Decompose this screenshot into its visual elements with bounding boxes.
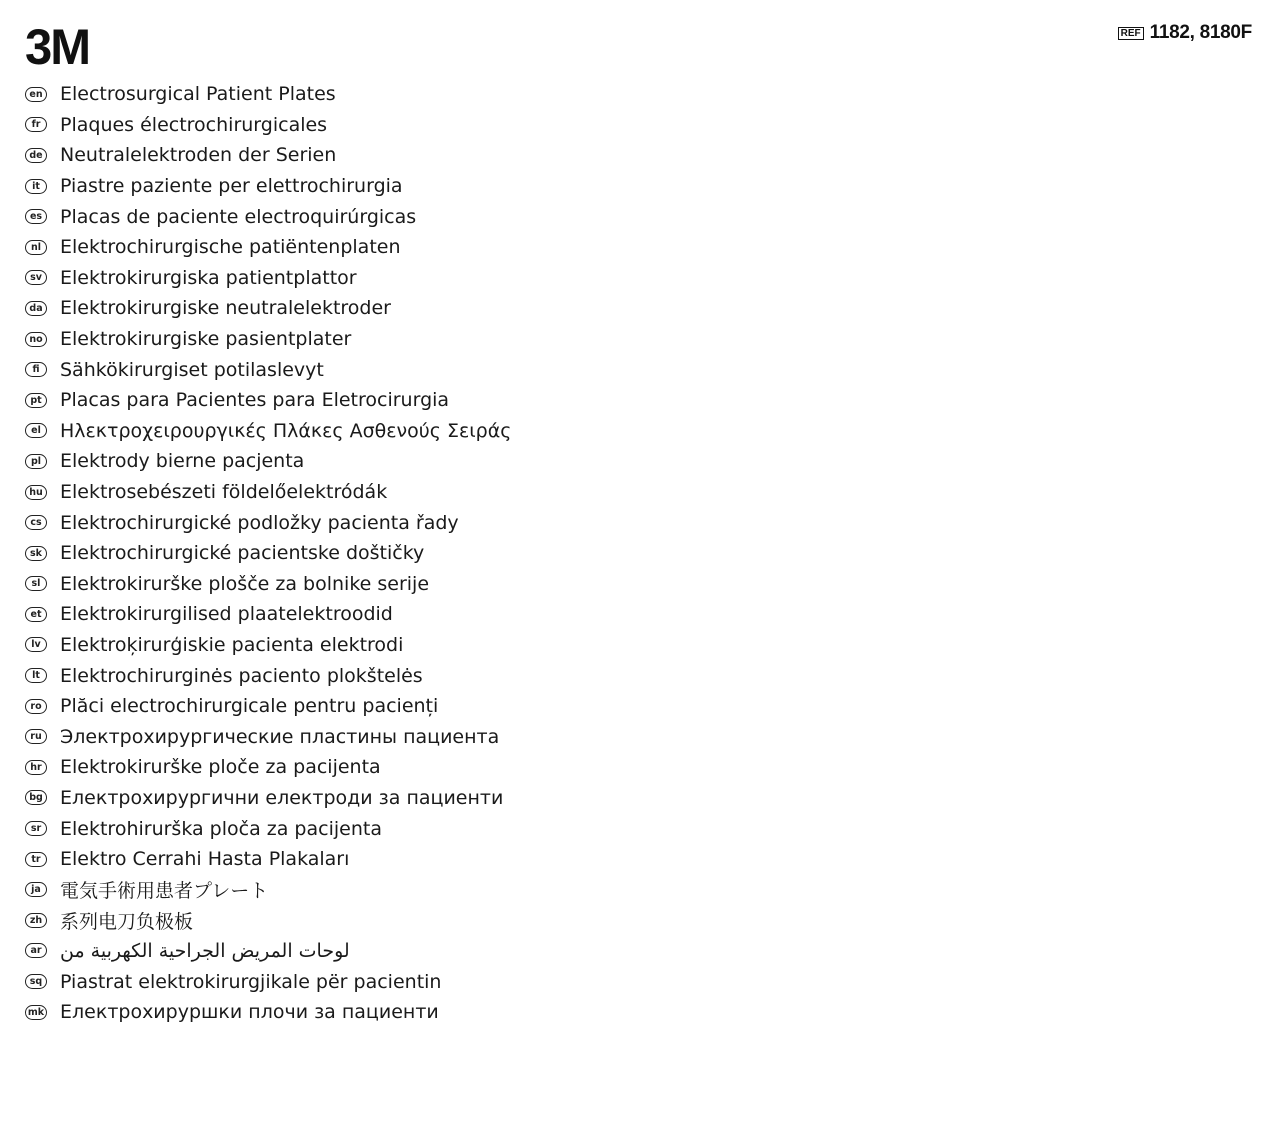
brand-logo: 3M <box>25 19 90 75</box>
language-row-lt <box>25 660 511 691</box>
language-code-badge: pl <box>25 454 47 469</box>
product-name: 系列电刀负极板 <box>60 910 194 933</box>
language-row-fr <box>25 110 511 141</box>
language-row-pl <box>25 446 511 477</box>
language-row-ro <box>25 691 511 722</box>
product-name: Elektrochirurgické pacientske doštičky <box>60 542 425 565</box>
language-row-lv <box>25 630 511 661</box>
product-name: Elektrokirurške plošče za bolnike serije <box>60 572 430 595</box>
language-row-sq <box>25 966 511 997</box>
product-name: Elektrokirurške ploče za pacijenta <box>60 756 381 779</box>
language-code-badge: cs <box>25 515 47 530</box>
language-row-ru <box>25 721 511 752</box>
language-code-badge: es <box>25 209 47 224</box>
product-name: Placas para Pacientes para Eletrocirurgia <box>60 389 450 412</box>
language-code-badge: lv <box>25 637 47 652</box>
language-row-it <box>25 171 511 202</box>
language-code-badge: en <box>25 87 47 102</box>
language-row-sk <box>25 538 511 569</box>
language-code-badge: nl <box>25 240 47 255</box>
language-row-bg <box>25 783 511 814</box>
language-row-no <box>25 324 511 355</box>
language-code-badge: pt <box>25 393 47 408</box>
language-row-da <box>25 293 511 324</box>
product-name: لوحات المريض الجراحية الكهربية من <box>60 939 350 962</box>
language-row-sr <box>25 813 511 844</box>
language-code-badge: sv <box>25 270 47 285</box>
product-name: Plăci electrochirurgicale pentru pacienți <box>60 695 439 718</box>
product-name: Elektrokirurgiska patientplattor <box>60 266 357 289</box>
product-name: Elektrochirurgické podložky pacienta řady <box>60 511 459 534</box>
language-code-badge: fr <box>25 117 47 132</box>
reference-number <box>1118 22 1252 44</box>
language-code-badge: et <box>25 607 47 622</box>
product-name: Piastrat elektrokirurgjikale për pacientin <box>60 970 442 993</box>
language-row-pt <box>25 385 511 416</box>
language-row-et <box>25 599 511 630</box>
language-code-badge: bg <box>25 790 47 805</box>
language-row-zh <box>25 905 511 936</box>
language-code-badge: tr <box>25 852 47 867</box>
language-list <box>25 79 511 1027</box>
ref-symbol: REF <box>1118 27 1144 40</box>
language-code-badge: zh <box>25 913 47 928</box>
language-code-badge: no <box>25 332 47 347</box>
product-name: 電気手術用患者プレート <box>60 880 269 903</box>
language-code-badge: sk <box>25 546 47 561</box>
language-code-badge: da <box>25 301 47 316</box>
product-name: Plaques électrochirurgicales <box>60 113 328 136</box>
product-name: Elektroķirurģiskie pacienta elektrodi <box>60 633 404 656</box>
language-code-badge: ar <box>25 943 47 958</box>
language-code-badge: sr <box>25 821 47 836</box>
product-name: Neutralelektroden der Serien <box>60 144 337 167</box>
language-code-badge: mk <box>25 1005 47 1020</box>
language-row-de <box>25 140 511 171</box>
language-row-ja <box>25 874 511 905</box>
language-code-badge: el <box>25 423 47 438</box>
language-code-badge: hr <box>25 760 47 775</box>
product-name: Электрохирургические пластины пациента <box>60 725 500 748</box>
language-code-badge: ru <box>25 729 47 744</box>
product-name: Elektrokirurgiske neutralelektroder <box>60 297 391 320</box>
language-code-badge: fi <box>25 362 47 377</box>
product-name: Електрохируршки плочи за пациенти <box>60 1001 439 1024</box>
language-code-badge: it <box>25 179 47 194</box>
language-row-tr <box>25 844 511 875</box>
language-row-hr <box>25 752 511 783</box>
product-name: Sähkökirurgiset potilaslevyt <box>60 358 324 381</box>
product-name: Elektrochirurginės paciento plokštelės <box>60 664 423 687</box>
product-name: Placas de paciente electroquirúrgicas <box>60 205 417 228</box>
language-row-hu <box>25 477 511 508</box>
language-code-badge: ro <box>25 699 47 714</box>
product-name: Electrosurgical Patient Plates <box>60 83 336 106</box>
language-row-es <box>25 201 511 232</box>
language-code-badge: hu <box>25 485 47 500</box>
language-row-mk <box>25 997 511 1028</box>
product-name: Elektrokirurgilised plaatelektroodid <box>60 603 393 626</box>
language-row-sl <box>25 569 511 600</box>
language-row-el <box>25 416 511 447</box>
product-name: Електрохирургични електроди за пациенти <box>60 786 504 809</box>
language-code-badge: lt <box>25 668 47 683</box>
language-row-cs <box>25 507 511 538</box>
product-name: Elektrochirurgische patiëntenplaten <box>60 236 401 259</box>
language-row-ar <box>25 936 511 967</box>
product-name: Elektrody bierne pacjenta <box>60 450 305 473</box>
language-code-badge: ja <box>25 882 47 897</box>
product-name: Ηλεκτροχειρουργικές Πλάκες Ασθενούς Σειράς <box>60 419 512 442</box>
product-name: Piastre paziente per elettrochirurgia <box>60 175 403 198</box>
language-code-badge: sq <box>25 974 47 989</box>
product-name: Elektrokirurgiske pasientplater <box>60 328 352 351</box>
language-code-badge: sl <box>25 576 47 591</box>
ref-numbers: 1182, 8180F <box>1149 22 1252 43</box>
product-name: Elektrohirurška ploča za pacijenta <box>60 817 382 840</box>
language-row-fi <box>25 354 511 385</box>
language-code-badge: de <box>25 148 47 163</box>
product-name: Elektrosebészeti földelőelektródák <box>60 481 388 504</box>
language-row-nl <box>25 232 511 263</box>
language-row-sv <box>25 263 511 294</box>
language-row-en <box>25 79 511 110</box>
product-name: Elektro Cerrahi Hasta Plakaları <box>60 848 350 871</box>
